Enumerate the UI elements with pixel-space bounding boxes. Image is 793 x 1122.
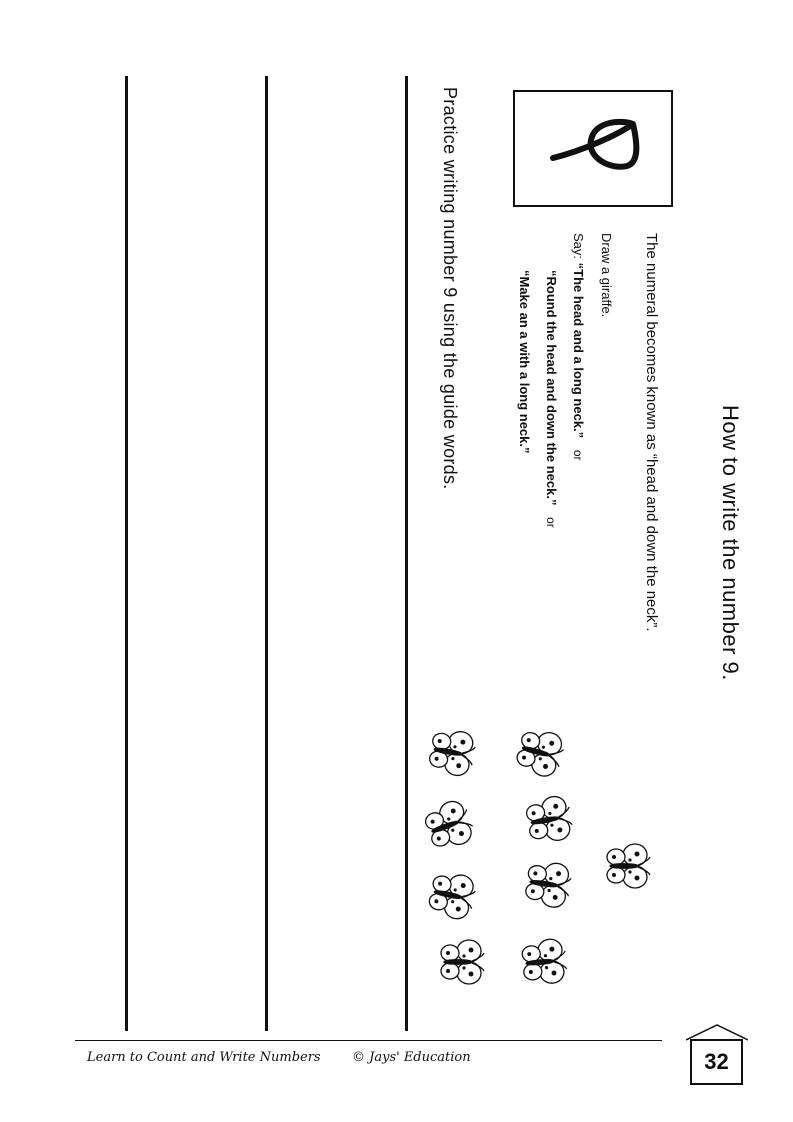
numeral-9-glyph <box>515 92 671 205</box>
butterfly-icon <box>432 934 488 990</box>
butterfly-icon <box>419 798 475 854</box>
say-line-1 <box>571 233 586 460</box>
numeral-box <box>513 90 673 207</box>
say-line-2 <box>544 270 559 528</box>
butterfly-icon <box>514 934 570 990</box>
butterfly-icon <box>422 724 478 780</box>
butterfly-icon <box>510 724 566 780</box>
page-number: 32 <box>704 1049 729 1074</box>
instruction-draw: Draw a giraffe. <box>599 233 614 318</box>
writing-line-2 <box>265 76 268 1031</box>
butterfly-icon <box>519 792 575 848</box>
say-phrase-1: “The head and a long neck.” <box>571 262 586 439</box>
instruction-line: The numeral becomes known as “head and down the neck”. <box>643 233 660 632</box>
butterfly-icon <box>598 838 654 894</box>
butterfly-icon <box>518 856 574 912</box>
butterfly-icon <box>422 867 478 923</box>
writing-line-3 <box>125 76 128 1031</box>
page-title: How to write the number 9. <box>718 405 743 681</box>
say-line-3 <box>517 270 532 454</box>
say-phrase-3: “Make an a with a long neck.” <box>517 270 532 454</box>
practice-instruction: Practice writing number 9 using the guide words. <box>440 87 460 490</box>
or-word-2: or <box>544 517 558 528</box>
footer-rule <box>75 1040 662 1041</box>
writing-line-1 <box>405 76 408 1031</box>
or-word-1: or <box>571 449 585 461</box>
footer-book-title: Learn to Count and Write Numbers <box>87 1050 321 1065</box>
footer-publisher: © Jays' Education <box>352 1050 471 1065</box>
say-prefix: Say: <box>571 233 586 260</box>
say-phrase-2: “Round the head and down the neck.” <box>544 270 559 506</box>
